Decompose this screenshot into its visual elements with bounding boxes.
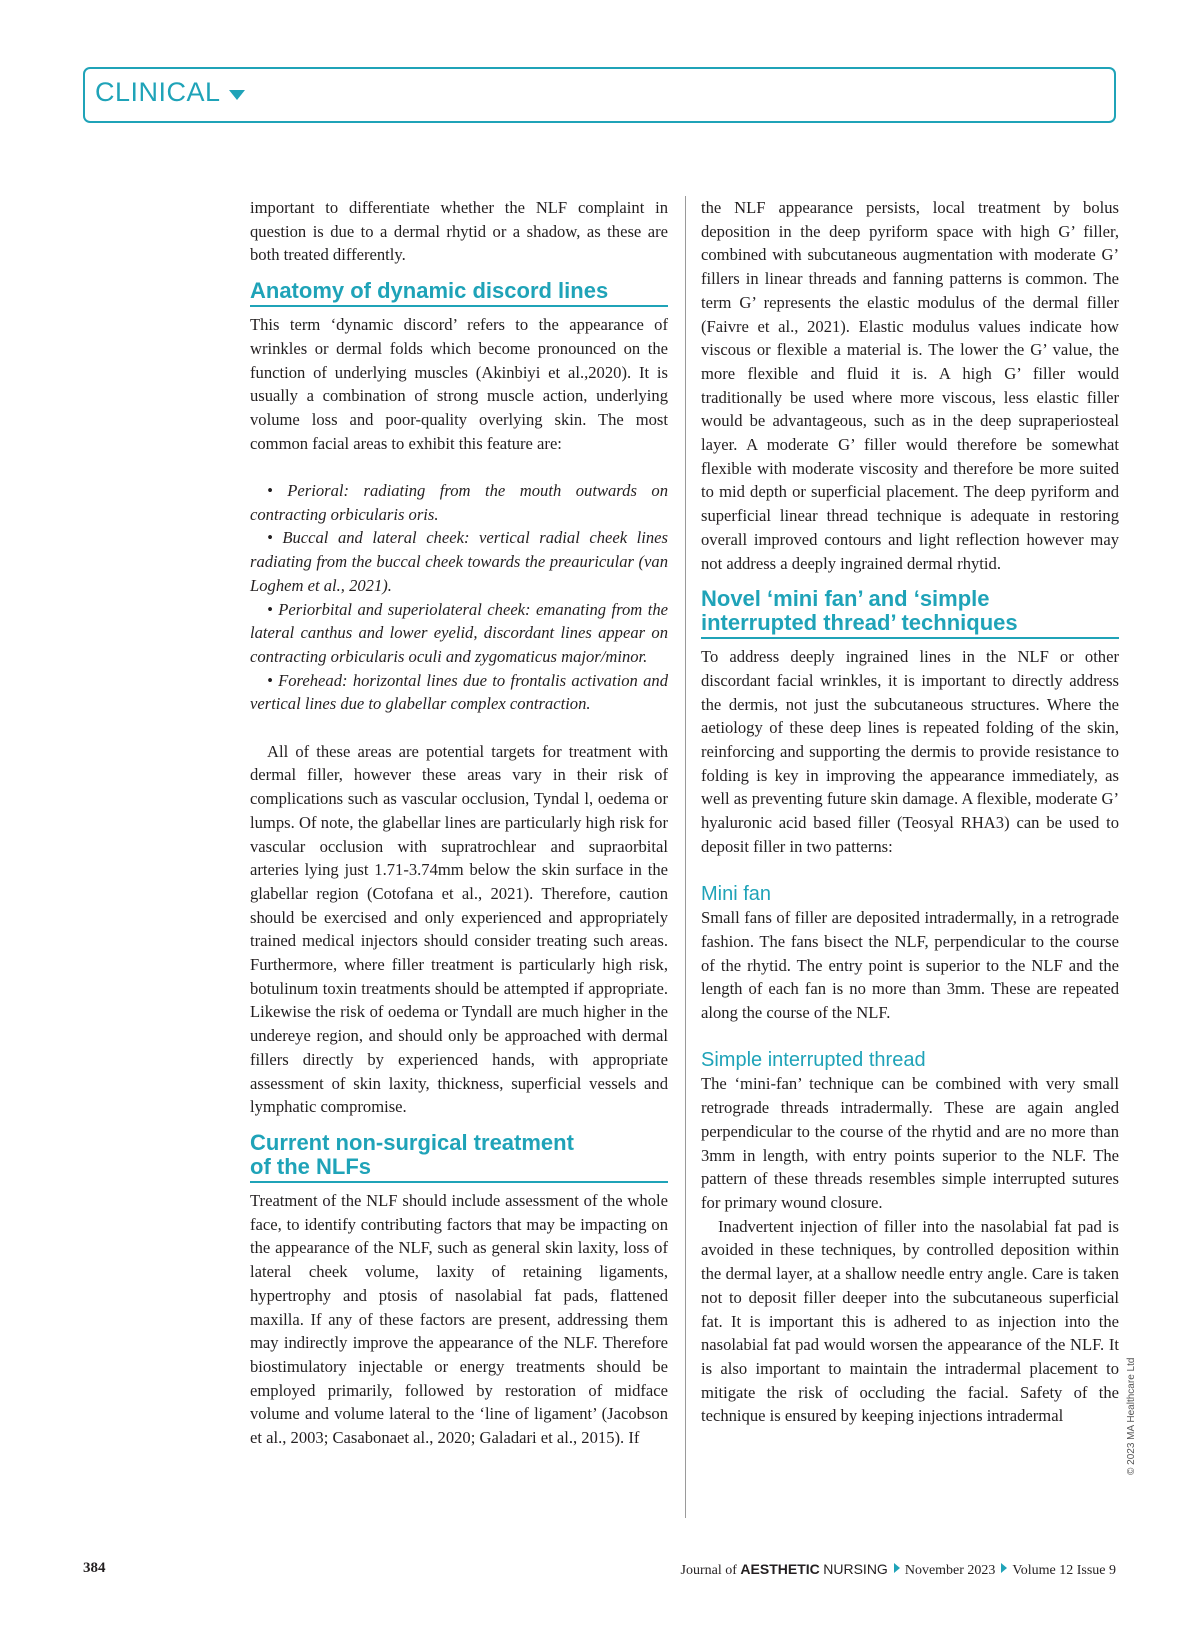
caret-down-icon: [229, 90, 245, 100]
simple-paragraph-2: Inadvertent injection of filler into the nasolabial fat pad is avoided in these techniques, by controlled deposition within the dermal layer, at a shallow needle entry angle. Care is taken not to deposit filler deeper into the subcutaneous superficial fat. It is important this is adhered to as injection into the nasolabial fat pad would worsen the appearance of the NLF. It is also important to maintain the intradermal placement to mitigate the risk of occluding the facial. Safety of the technique is ensured by keeping injections intradermal: [701, 1216, 1119, 1426]
journal-brand-2: NURSING: [823, 1561, 888, 1577]
anatomy-paragraph-1: This term ‘dynamic discord’ refers to the appearance of wrinkles or dermal folds which become pronounced on the function of underlying muscles (Akinbiyi et al.,2020). It is usually a combination of strong muscle action, underlying volume loss and poor-quality overlying skin. The most common facial areas to exhibit this feature are:: [250, 315, 668, 453]
list-item: • Perioral: radiating from the mouth outwards on contracting orbicularis oris.: [250, 481, 668, 524]
bullet-list: [250, 479, 668, 716]
intro-paragraph: important to differentiate whether the NLF complaint in question is due to a dermal rhytid or a shadow, as these are both treated differently.: [250, 198, 668, 265]
heading-novel-line-2: interrupted thread’ techniques: [701, 610, 1018, 636]
page-number: 384: [83, 1560, 106, 1576]
section-header: [83, 67, 1116, 123]
novel-paragraph-1: To address deeply ingrained lines in the NLF or other discordant facial wrinkles, it is important to directly address the dermis, not just the subcutaneous structures. Where the aetiology of these deep lines is repeated folding of the skin, reinforcing and supporting the dermis to provide resistance to folding is key in improving the appearance immediately, as well as preventing future skin damage. A flexible, moderate G’ hyaluronic acid based filler (Teosyal RHA3) can be used to deposit filler in two patterns:: [701, 647, 1119, 856]
journal-footer: [681, 1561, 1116, 1579]
issue-date: November 2023: [904, 1563, 996, 1578]
subheading-mini-fan: Mini fan: [701, 883, 772, 906]
column-divider: [685, 196, 686, 1518]
triangle-right-icon: [894, 1563, 900, 1573]
left-column: [250, 196, 668, 1450]
continued-paragraph: the NLF appearance persists, local treatment by bolus deposition in the deep pyriform space with high G’ filler, combined with subcutaneous augmentation with moderate G’ fillers in linear threads and fanning patterns is common. The term G’ represents the elastic modulus of the dermal filler (Faivre et al., 2021). Elastic modulus values indicate how viscous or flexible a material is. The lower the G’ value, the more flexible and fluid it is. A high G’ filler would traditionally be used where more viscous, less elastic filler would be advantageous, such as in the deep supraperiosteal layer. A moderate G’ filler would therefore be somewhat flexible with moderate viscosity and therefore be more suited to mid depth or superficial placement. The deep pyriform and superficial linear thread technique is adequate in restoring overall improved contours and light reflection however may not address a deeply ingrained dermal rhytid.: [701, 198, 1119, 573]
heading-novel-techniques: [701, 587, 1119, 639]
heading-anatomy: Anatomy of dynamic discord lines: [250, 279, 668, 307]
volume-issue: Volume 12 Issue 9: [1012, 1563, 1116, 1578]
right-column: [701, 196, 1119, 1428]
anatomy-paragraph-2: All of these areas are potential targets for treatment with dermal filler, however these areas vary in their risk of complications such as vascular occlusion, Tyndal l, oedema or lumps. Of note, the glabellar lines are particularly high risk for vascular occlusion with supratrochlear and supraorbital arteries lying just 1.71-3.74mm below the skin surface in the glabellar region (Cotofana et al., 2021). Therefore, caution should be exercised and only experienced and appropriately trained medical injectors should consider treating such areas. Furthermore, where filler treatment is particularly high risk, botulinum toxin treatments should be attempted if appropriate. Likewise the risk of oedema or Tyndall are much higher in the undereye region, and should only be approached with dermal fillers directly by experienced hands, with appropriate assessment of skin laxity, thickness, superficial vessels and lymphatic compromise.: [250, 741, 668, 1117]
subheading-simple-thread: Simple interrupted thread: [701, 1049, 926, 1072]
journal-prefix: Journal of: [680, 1563, 737, 1578]
current-paragraph-1: Treatment of the NLF should include assessment of the whole face, to identify contributing factors that may be impacting on the appearance of the NLF, such as general skin laxity, loss of lateral cheek volume, laxity of retaining ligaments, hypertrophy and ptosis of nasolabial fat pads, flattened maxilla. If any of these factors are present, addressing them may indirectly improve the appearance of the NLF. Therefore biostimulatory injectable or energy treatments should be employed primarily, followed by restoration of midface volume and volume lateral to the ‘line of ligament’ (Jacobson et al., 2003; Casabonaet al., 2020; Galadari et al., 2015). If: [250, 1190, 668, 1448]
list-item: • Periorbital and superiolateral cheek: emanating from the lateral canthus and lower eyelid, discordant lines appear on contracting orbicularis oculi and zygomaticus major/minor.: [250, 599, 668, 666]
heading-current-line-2: of the NLFs: [250, 1153, 371, 1179]
list-item: • Forehead: horizontal lines due to frontalis activation and vertical lines due to glabellar complex contraction.: [250, 670, 668, 714]
mini-fan-paragraph: Small fans of filler are deposited intradermally, in a retrograde fashion. The fans bisect the NLF, perpendicular to the course of the rhytid. The entry point is superior to the NLF and the length of each fan is no more than 3mm. These are repeated along the course of the NLF.: [701, 908, 1119, 1023]
triangle-right-icon: [1001, 1563, 1007, 1573]
journal-brand: AESTHETIC: [740, 1561, 820, 1577]
section-label: CLINICAL: [95, 77, 221, 107]
list-item: • Buccal and lateral cheek: vertical radial cheek lines radiating from the buccal cheek towards the preauricular (van Loghem et al., 2021).: [250, 528, 668, 595]
heading-novel-line-1: Novel ‘mini fan’ and ‘simple: [701, 586, 990, 612]
heading-current-treatment: [250, 1131, 668, 1183]
copyright-notice: © 2023 MA Healthcare Ltd: [1126, 1357, 1137, 1475]
heading-current-line-1: Current non-surgical treatment: [250, 1129, 574, 1155]
simple-paragraph-1: The ‘mini-fan’ technique can be combined with very small retrograde threads intradermally. These are again angled perpendicular to the course of the rhytid and are no more than 3mm in length, with entry points superior to the NLF. The pattern of these threads resembles simple interrupted sutures for primary wound closure.: [701, 1074, 1119, 1212]
